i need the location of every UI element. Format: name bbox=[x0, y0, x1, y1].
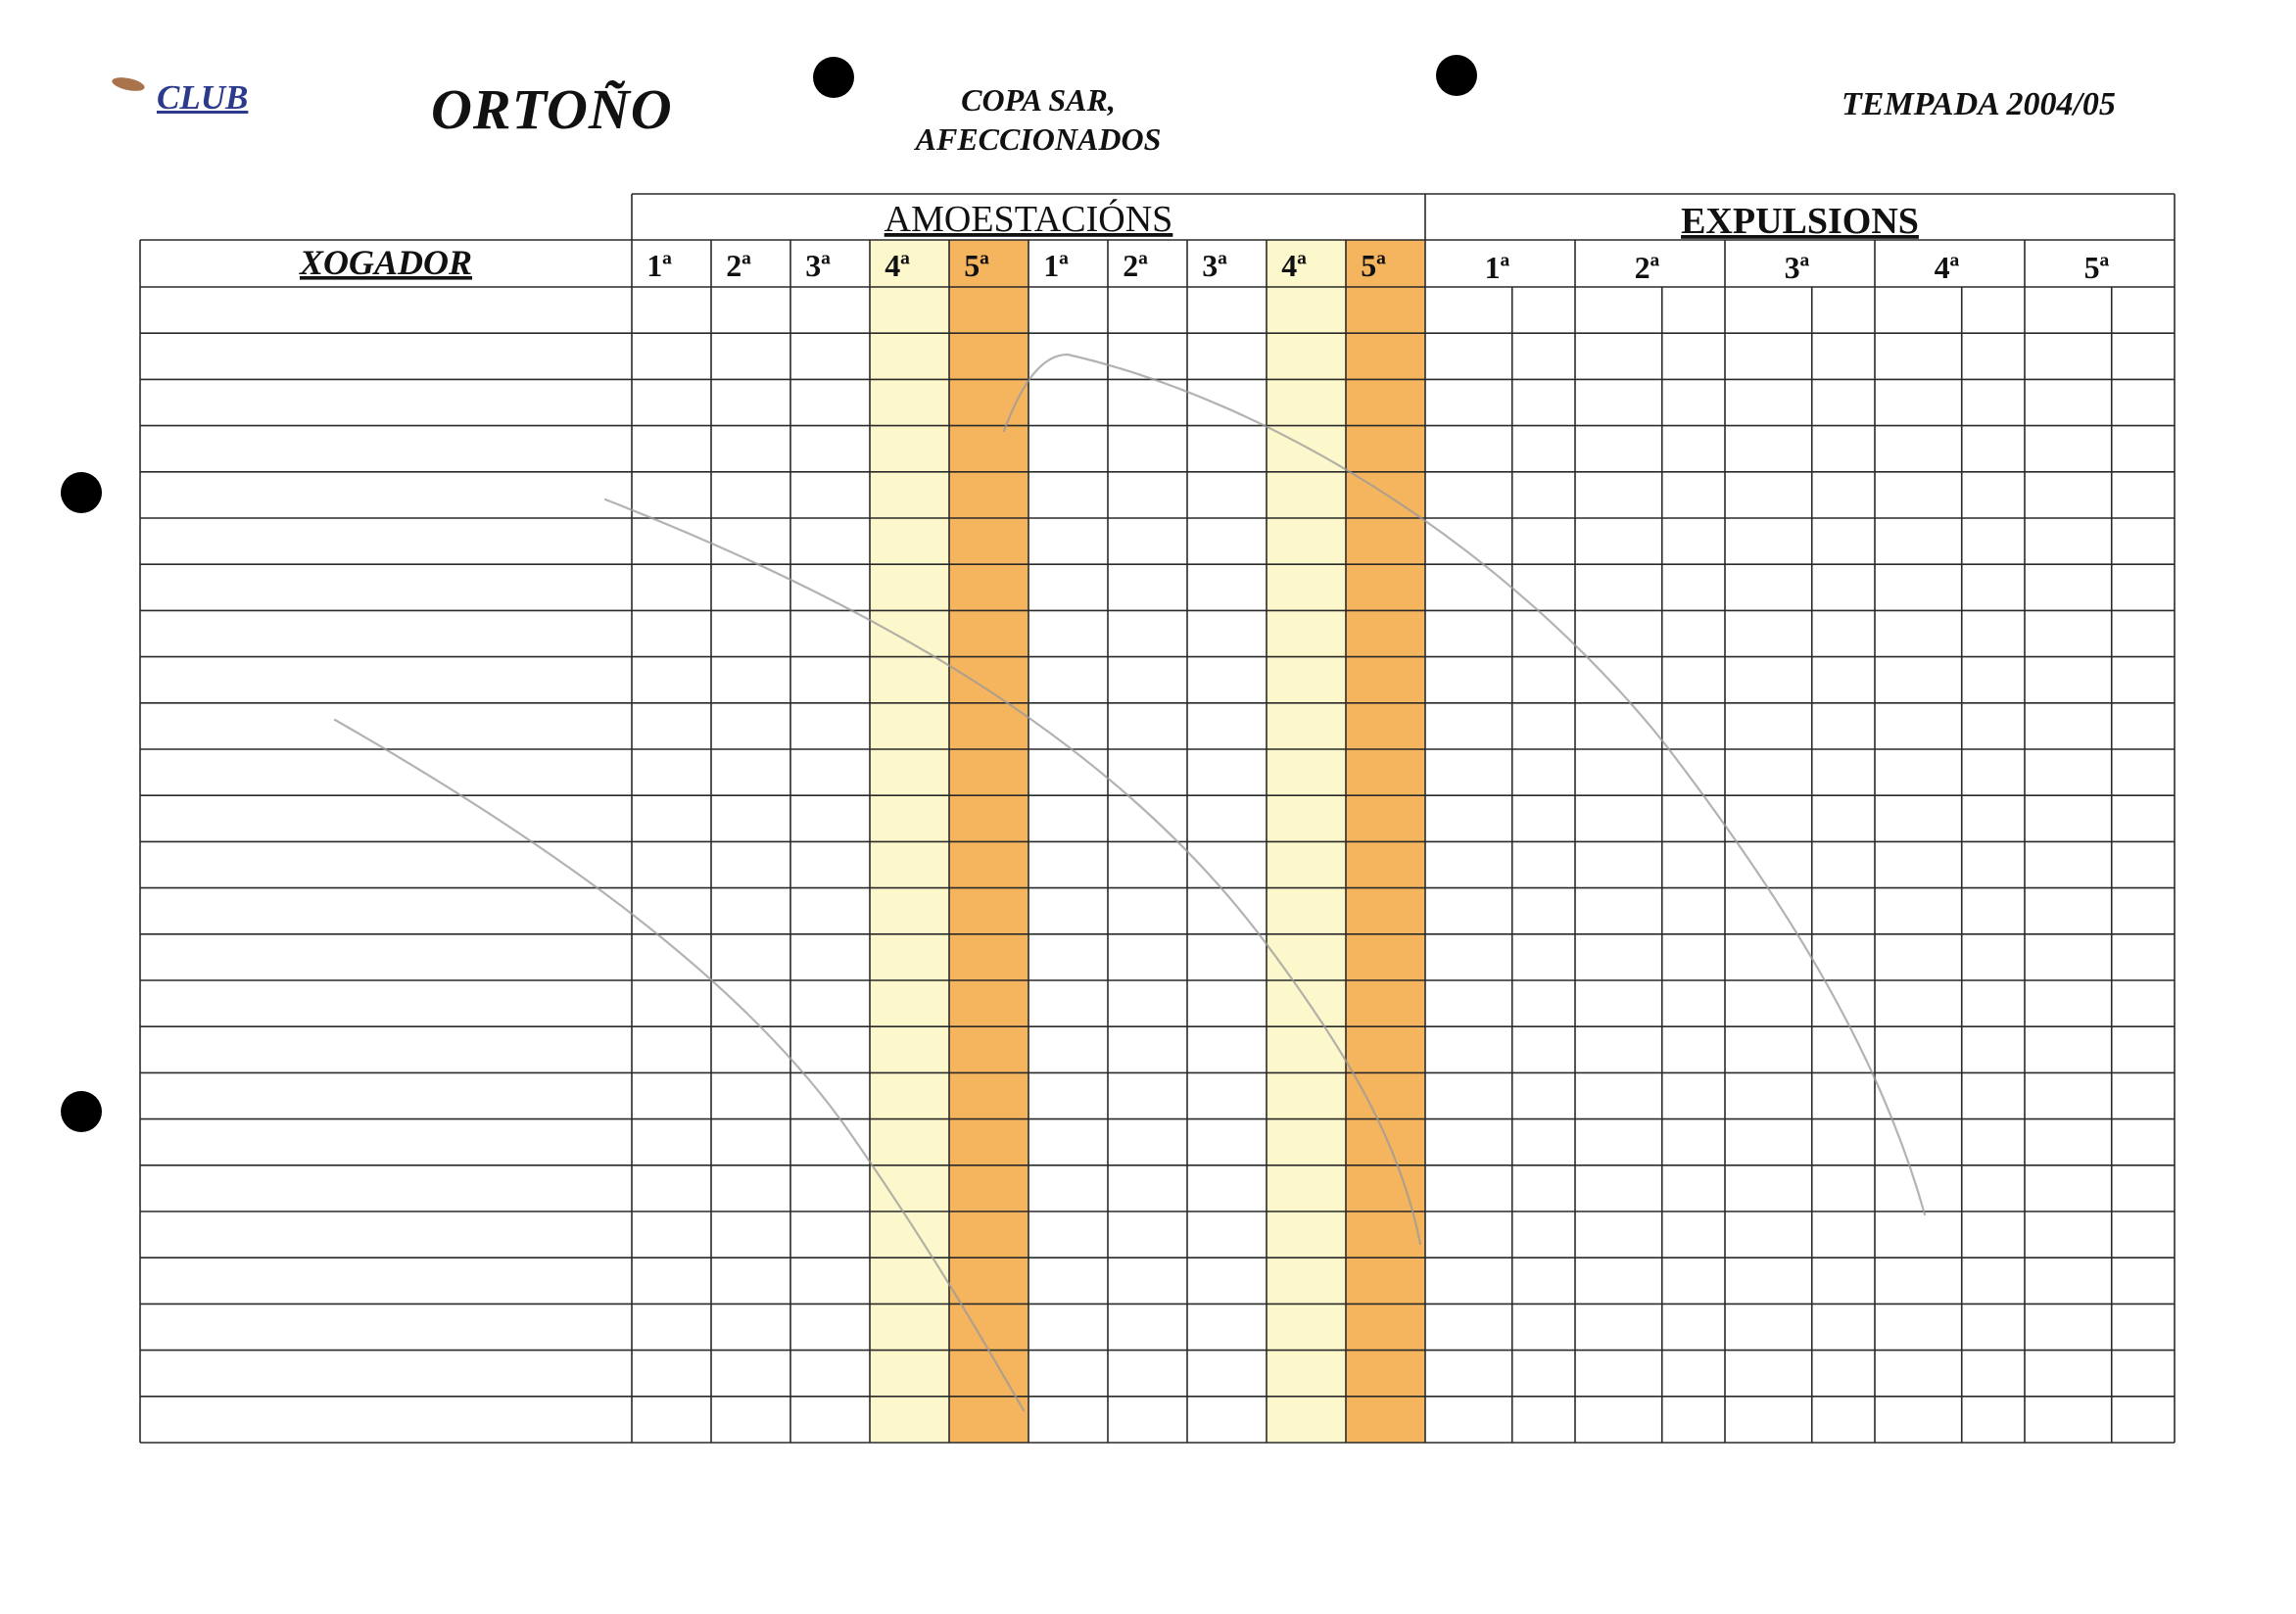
competition-line-2: AFECCIONADOS bbox=[915, 121, 1162, 157]
expulsion-number-label: 3ª bbox=[1784, 250, 1810, 285]
player-column-header: XOGADOR bbox=[299, 243, 473, 282]
warning-number-label: 4ª bbox=[1281, 248, 1307, 283]
pencil-stroke bbox=[335, 720, 1024, 1410]
expulsion-number-label: 5ª bbox=[2083, 250, 2110, 285]
season-label: TEMPADA 2004/05 bbox=[1842, 86, 2116, 122]
expulsions-header: EXPULSIONS bbox=[1681, 201, 1919, 242]
warning-number-label: 2ª bbox=[1123, 248, 1148, 283]
warning-number-label: 1ª bbox=[646, 248, 672, 283]
warning-number-label: 1ª bbox=[1043, 248, 1069, 283]
club-label: CLUB bbox=[157, 78, 249, 117]
competition-line-1: COPA SAR, bbox=[961, 82, 1116, 118]
warnings-header: AMOESTACIÓNS bbox=[884, 199, 1173, 240]
warning-number-label: 3ª bbox=[805, 248, 831, 283]
pencil-stroke bbox=[1004, 355, 1925, 1214]
expulsion-number-label: 4ª bbox=[1934, 250, 1960, 285]
warning-number-label: 5ª bbox=[1361, 248, 1386, 283]
expulsion-number-label: 2ª bbox=[1634, 250, 1660, 285]
warning-number-label: 4ª bbox=[885, 248, 910, 283]
team-name: ORTOÑO bbox=[431, 77, 673, 141]
expulsion-number-label: 1ª bbox=[1484, 250, 1510, 285]
pencil-stroke bbox=[605, 499, 1420, 1244]
warning-number-label: 3ª bbox=[1202, 248, 1227, 283]
warning-number-label: 5ª bbox=[964, 248, 989, 283]
warning-number-label: 2ª bbox=[726, 248, 751, 283]
